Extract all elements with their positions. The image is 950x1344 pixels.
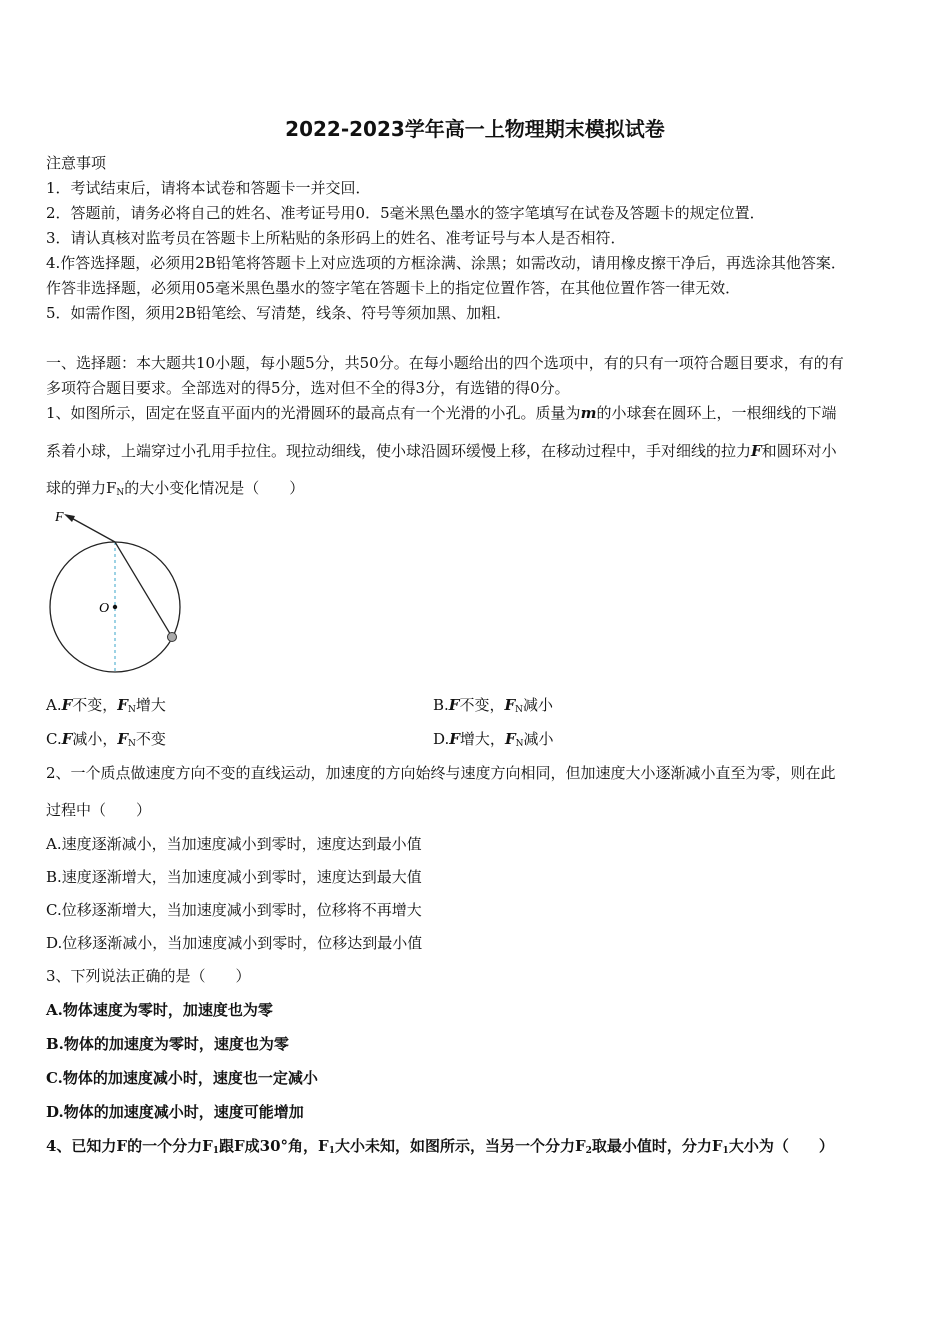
notice-item: 1．考试结束后，请将本试卷和答题卡一并交回． [46, 179, 371, 197]
option-a[interactable]: A.速度逐渐减小，当加速度减小到零时，速度达到最小值 [46, 835, 422, 853]
question-stem-line: 4、已知力F的一个分力$F_1$跟F成30°角，$F_1$大小未知，如图所示，当另一个分力$F_2$取最小值时，分力$F_1$大小为（ ） [46, 1137, 834, 1156]
question-stem-line: 球的弹力$F_N$的大小变化情况是（ ） [46, 479, 305, 498]
notice-item: 作答非选择题，必须用05毫米黑色墨水的签字笔在答题卡上的指定位置作答，在其他位置作答一律无效． [46, 279, 741, 297]
option-a[interactable]: A.物体速度为零时，加速度也为零 [46, 1001, 273, 1019]
force-arrow-head [64, 514, 75, 522]
option-c[interactable]: C.位移逐渐增大，当加速度减小到零时，位移将不再增大 [46, 901, 422, 919]
section-intro-line: 一、选择题：本大题共10小题，每小题5分，共50分。在每小题给出的四个选项中，有的只有一项符合题目要求，有的有 [46, 354, 844, 372]
option-d[interactable]: D.F增大，$F_N$减小 [433, 730, 554, 749]
option-d[interactable]: D.物体的加速度减小时，速度可能增加 [46, 1103, 304, 1121]
notice-item: 5．如需作图，须用2B铅笔绘、写清楚，线条、符号等须加黑、加粗． [46, 304, 512, 322]
center-label: O [99, 601, 110, 616]
question-stem-line: 系着小球，上端穿过小孔用手拉住。现拉动细线，使小球沿圆环缓慢上移，在移动过程中，手对细线的拉力F和圆环对小 [46, 442, 837, 460]
option-b[interactable]: B.物体的加速度为零时，速度也为零 [46, 1035, 289, 1053]
question-stem-line: 1、如图所示，固定在竖直平面内的光滑圆环的最高点有一个光滑的小孔。质量为m的小球套在圆环上，一根细线的下端 [46, 404, 837, 422]
option-d[interactable]: D.位移逐渐减小，当加速度减小到零时，位移达到最小值 [46, 934, 423, 952]
option-c[interactable]: C.F减小，$F_N$不变 [46, 730, 166, 749]
option-b[interactable]: B.F不变，$F_N$减小 [433, 696, 554, 715]
notice-item: 2．答题前，请务必将自己的姓名、准考证号用0．5毫米黑色墨水的签字笔填写在试卷及答题卡的规定位置． [46, 204, 765, 222]
option-a[interactable]: A.F不变，$F_N$增大 [46, 696, 166, 715]
notice-item: 3．请认真核对监考员在答题卡上所粘贴的条形码上的姓名、准考证号与本人是否相符． [46, 229, 626, 247]
question-stem-line: 3、下列说法正确的是（ ） [46, 967, 251, 985]
center-point [113, 605, 117, 609]
notice-item: 4.作答选择题，必须用2B铅笔将答题卡上对应选项的方框涂满、涂黑；如需改动，请用橡皮擦干净后，再选涂其他答案． [46, 254, 846, 272]
force-label: F [55, 510, 64, 525]
notice-heading: 注意事项 [46, 154, 107, 172]
ball [168, 633, 177, 642]
ring-figure [44, 505, 194, 675]
option-b[interactable]: B.速度逐渐增大，当加速度减小到零时，速度达到最大值 [46, 868, 422, 886]
section-intro-line: 多项符合题目要求。全部选对的得5分，选对但不全的得3分，有选错的得0分。 [46, 379, 570, 397]
string-line [115, 542, 172, 637]
page-title: 2022-2023学年高一上物理期末模拟试卷 [285, 117, 665, 141]
question-stem-line: 过程中（ ） [46, 801, 152, 819]
option-c[interactable]: C.物体的加速度减小时，速度也一定减小 [46, 1069, 318, 1087]
question-stem-line: 2、一个质点做速度方向不变的直线运动，加速度的方向始终与速度方向相同，但加速度大小逐渐减小直至为零，则在此 [46, 764, 836, 782]
